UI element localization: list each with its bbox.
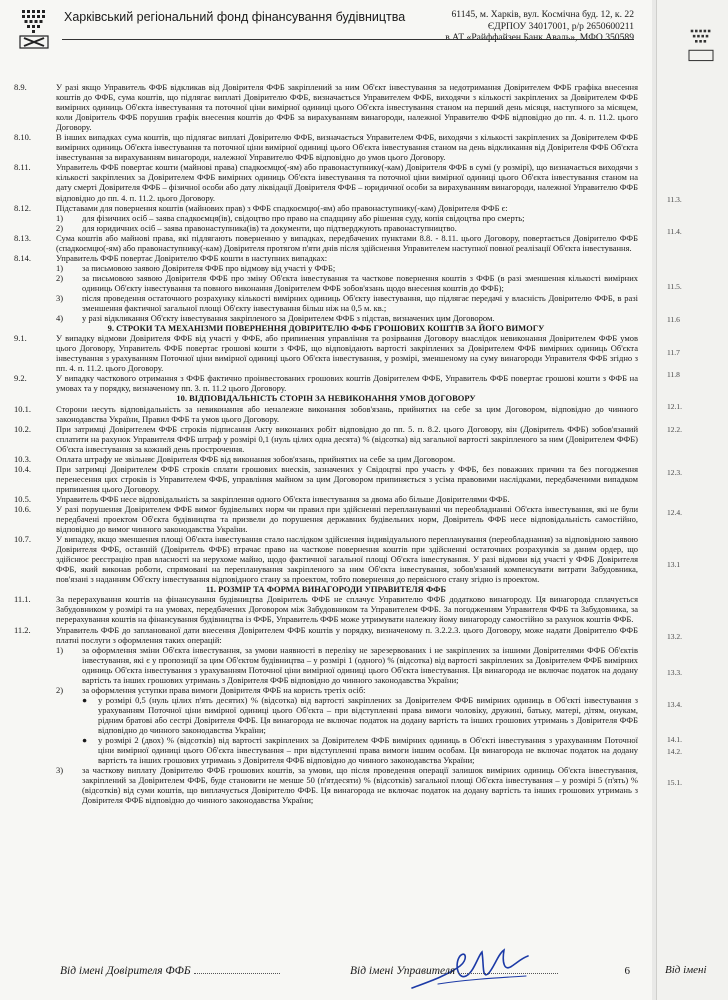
page-footer [60, 965, 638, 987]
clause-number: 10.5. [14, 493, 31, 504]
clause [14, 233, 638, 253]
next-page-clause-number: 11.6 [667, 315, 680, 324]
subclause [56, 645, 638, 685]
next-page-clause-number: 13.4. [667, 700, 682, 709]
header-divider [62, 39, 634, 40]
subclause-number: 1) [56, 212, 64, 223]
manager-signature-label: Від імені Управителя [350, 965, 456, 977]
next-page-clause-number: 13.3. [667, 668, 682, 677]
clause-number: 9.1. [14, 333, 27, 344]
page-number: 6 [624, 965, 630, 977]
clause-text: В інших випадках сума коштів, що підлягає виплаті Довірителю ФФБ, визначається Управителем ФФБ, виходячи з кількості закріплених за Довірителем ФФБ вимірних одиниць Об'єкта інвестування та поточної ціни вимірної одиниці цього Об'єкта інвестування станом на день відкликання від Довірителя ФФБ Об'єкта інвестування за вирахуванням винагороди, належної Управителю ФФБ відповідно до умов цього Договору. [56, 132, 638, 163]
subclause-number: 2) [56, 272, 64, 283]
clause [14, 464, 638, 494]
subclause-number: 2) [56, 684, 64, 695]
clause-text: У разі якщо Управитель ФФБ відкликав від Довірителя ФФБ закріплений за ним Об'єкт інвестування за недотримання Довірителем ФФБ графіка внесення коштів до ФФБ, сума коштів, що підлягає виплаті Довірителю ФФБ, визначається Управителем ФФБ, виходячи з кількості закріплених за Довірителем ФФБ вимірних одиниць Об'єкта інвестування та поточної ціни вимірної одиниці цього Об'єкта інвестування станом на перший день місяця, наступного за місяцем, коли Довіритель ФФБ порушив графік внесення коштів до ФФБ за вирахуванням винагороди, належної Управителю ФФБ відповідно до пп. 4. п. 11.2. цього Договору. [56, 82, 638, 133]
next-page-clause-number: 13.2. [667, 632, 682, 641]
clause-text: Управитель ФФБ несе відповідальність за закріплення одного Об'єкта інвестування за двома або більше Довірителями ФФБ. [56, 493, 510, 504]
clause [14, 494, 638, 504]
subclause-text: за оформлення уступки права вимоги Довірителя ФФБ на користь третіх осіб: [82, 684, 366, 695]
subclause [56, 685, 638, 695]
clause-text: Управитель ФФБ повертає Довірителю ФФБ кошти в наступних випадках: [56, 252, 328, 263]
subclause-number: 3) [56, 765, 64, 776]
clause [14, 82, 638, 132]
manager-signature-field [350, 965, 558, 977]
bullet-icon: ● [82, 735, 88, 746]
clause-number: 8.14. [14, 252, 31, 263]
subclause [56, 263, 638, 273]
clause-text: Управитель ФФБ до запланованої дати внесення Довірителем ФФБ коштів у порядку, визначеному п. 3.2.2.3. цього Договору, може надати Довірителю ФФБ платні послуги з оформлення таких операцій: [56, 624, 638, 645]
section-heading: 10. ВІДПОВІДАЛЬНІСТЬ СТОРІН ЗА НЕВИКОНАННЯ УМОВ ДОГОВОРУ [176, 393, 476, 404]
clause-number: 10.2. [14, 423, 31, 434]
clause-number: 10.1. [14, 403, 31, 414]
next-page-clause-number: 12.2. [667, 425, 682, 434]
fund-edrpou: ЄДРПОУ 34017001, р/р 2650600211 [487, 20, 634, 32]
clause-number: 8.11. [14, 162, 31, 173]
subclause [56, 765, 638, 805]
clause-text: При затримці Довірителем ФФБ строків підписання Акту виконаних робіт відповідно до пп. 5. п. 8.2. цього Договору, він (Довіритель ФФБ) зобов'язаний сплатити на рахунок Управителя ФФБ штраф у розмірі 0,1 (нуль цілих одна десята) % (відсотка) від загальної вартості закріпленого за ним (Довірителем ФФБ) Об'єкта інвестування за кожний день прострочення. [56, 423, 638, 454]
next-page-clause-number: 12.3. [667, 468, 682, 477]
subclause-text: за оформлення зміни Об'єкта інвестування, за умови наявності в переліку не зарезервованих і не закріплених за іншими Довірителями ФФБ Об'єктів інвестування, які є у пропозиції за цим Об'єктом будівництва – у розмірі 1 (одного) % (відсотка) від вартості закріплених за Довірителем ФФБ вимірних одиниць Об'єкта інвестування з урахуванням Поточної ціни вимірної одиниці цього Об'єкта інвестування. Ця винагорода не включає податок на додану вартість та інших грошових утримань з Довірителя ФФБ відповідно до чинного законодавства України; [82, 644, 638, 685]
next-page-clause-number: 12.1. [667, 402, 682, 411]
next-page-clause-number: 15.1. [667, 778, 682, 787]
clause [14, 333, 638, 373]
clause-number: 11.2. [14, 624, 31, 635]
clause-text: У разі порушення Довірителем ФФБ вимог будівельних норм чи правил при здійсненні переплануванні чи переобладнанні Об'єкта інвестування, які не були передбачені проектом Об'єкта будівництва та призвели до порушення державних будівельних норм, Довіритель ФФБ несе відповідальність самостійно, відповідно до вимог чинного законодавства України. [56, 503, 638, 535]
subclause-number: 1) [56, 644, 64, 655]
clause [14, 373, 638, 393]
clause-text: Сума коштів або майнові права, які підлягають поверненню у випадках, передбачених пунктами 8.8. - 8.11. цього Договору, повертається Довірителю ФФБ (спадкоємцю(-ям) або правонаступнику(-кам) Довірителя протягом п'яти днів після здійснення Управителем наступної повної реалізації Об'єкта інвестування. [56, 232, 638, 253]
fund-title: Харківський регіональний фонд фінансування будівництва [64, 10, 406, 24]
clause-number: 11.1. [14, 594, 31, 605]
clause-number: 8.9. [14, 82, 27, 92]
clause-number: 10.3. [14, 453, 31, 464]
subclause [56, 213, 638, 223]
clause [14, 504, 638, 534]
fund-logo-icon [687, 28, 715, 64]
bullet-item [82, 735, 638, 765]
clause-number: 8.13. [14, 232, 31, 243]
section-heading: 11. РОЗМІР ТА ФОРМА ВИНАГОРОДИ УПРАВИТЕЛЯ ФФБ [205, 584, 447, 595]
clause-text: Підставами для повернення коштів (майнових прав) з ФФБ спадкоємцю(-ям) або правонаступнику(-кам) Довірителя ФФБ є: [56, 202, 508, 213]
clause-text: У випадку, якщо зменшення площі Об'єкта інвестування стало наслідком здійснення індивідуального перепланування (переобладнання) за відповідною заявою Довірителя ФФБ, останній (Довіритель ФФБ) втрачає право на часткове повернення коштів при здійсненні остаточних розрахунків за даним ордер, що здійснює реєстрацію прав власності на нерухоме майно, щодо фактичної загальної площі Об'єкта інвестування. У разі відмови від участі у ФФБ Довірителя ФФБ, який виконав роботи, спрямовані на перепланування закріпленого за ним Об'єкта інвестування, зобов'язаний компенсувати витрати Забудовника, пов'язані з наданням Об'єкту інвестування відповідного стану за проектом, тобто повернення до первісного стану згідно із проектом. [56, 534, 638, 585]
clause-number: 10.4. [14, 463, 31, 474]
clause [14, 253, 638, 263]
section-heading: 9. СТРОКИ ТА МЕХАНІЗМИ ПОВЕРНЕННЯ ДОВІРИТЕЛЮ ФФБ ГРОШОВИХ КОШТІВ ЗА ЙОГО ВИМОГУ [107, 323, 545, 334]
clause-text: При затримці Довірителем ФФБ строків сплати грошових внесків, зазначених у Свідоцтві про участь у ФФБ, без поважних причин та без погодження перенесення цих строків із Управителем ФФБ, управління майном за цим Договором припиняється з усіма правовими наслідками, передбаченими випадком припинення цього Договору. [56, 463, 638, 494]
bullet-text: у розмірі 2 (двох) % (відсотків) від вартості закріплених за Довірителем ФФБ вимірних одиниць в Об'єкті інвестування з урахуванням Поточної ціни вимірної одиниці цього Об'єкта інвестування – при відступленні права вимоги іншим особам. Ця винагорода не включає податок на додану вартість та інших грошових утримань з Довірителя ФФБ відповідно до чинного законодавства України; [98, 735, 638, 766]
subclause-text: у разі відкликання Об'єкту інвестування закріпленого за Довірителем ФФБ з підстав, визначених цим Договором. [82, 313, 495, 324]
clause-number: 8.10. [14, 132, 31, 143]
next-page-edge [656, 0, 728, 1000]
fund-logo-icon [18, 8, 50, 50]
principal-signature-field [60, 965, 280, 977]
subclause-text: для юридичних осіб – заява правонаступника(ів) та документи, що підтверджують правонаступництво. [82, 222, 457, 233]
next-page-clause-number: 11.7 [667, 348, 680, 357]
fund-bank: в АТ «Райффайзен Банк Аваль», МФО 350589 [445, 32, 634, 44]
subclause [56, 293, 638, 313]
subclause-number: 3) [56, 292, 64, 303]
subclause [56, 273, 638, 293]
clause [14, 424, 638, 454]
subclause [56, 313, 638, 323]
clause-text: У випадку відмови Довірителя ФФБ від участі у ФФБ, або припинення управління та розірвання Договору внаслідок невиконання Довірителем ФФБ умов цього Договору, Управитель ФФБ повертає грошові кошти з ФФБ, що відповідають вартості закріплених за Довірителем ФФБ вимірних одиниць Об'єкта інвестування з урахуванням Поточної ціни вимірної одиниці цього Об'єкта інвестування, у розмірі, зменшеному на суму винагороди Управителя ФФБ згідно з пп. 4. п. 11.2. цього Договору. [56, 333, 638, 374]
clause-number: 9.2. [14, 373, 27, 384]
clause [14, 594, 638, 624]
next-page-clause-number: 11.4. [667, 227, 682, 236]
next-page-clause-number: 12.4. [667, 508, 682, 517]
bullet-text: у розмірі 0,5 (нуль цілих п'ять десятих) % (відсотка) від вартості закріплених за Довірителем ФФБ вимірних одиниць в Об'єкті інвестування з урахуванням Поточної ціни вимірної одиниці цього Об'єкта – при відступленні права вимоги чоловіку, дружині, батьку, матері, дітям, онукам, рідним братові або сестрі Довірителя ФФБ. Ця винагорода не включає податок на додану вартість та інших грошових утримань з Довірителя ФФБ відповідно до чинного законодавства України; [98, 694, 638, 735]
subclause-text: після проведення остаточного розрахунку кількості вимірних одиниць Об'єкту інвестування, що підлягає передачі у власність Довірителю ФФБ, в разі зменшення фактичної загальної площі Об'єкту інвестування більш ніж на 0,5 м. кв.; [82, 292, 638, 314]
subclause-text: за письмовою заявою Довірителя ФФБ про відмову від участі у ФФБ; [82, 262, 336, 273]
next-page-clause-number: 11.8 [667, 370, 680, 379]
fund-address: 61145, м. Харків, вул. Космічна буд. 12, к. 22 [451, 9, 634, 20]
clause-number: 8.12. [14, 202, 31, 213]
subclause-number: 1) [56, 262, 64, 273]
subclause-text: для фізичних осіб – заява спадкоємця(ів), свідоцтво про право на спадщину або рішення суду, копія свідоцтва про смерть; [82, 212, 525, 223]
subclause-number: 2) [56, 222, 64, 233]
next-page-clause-number: 14.1. [667, 735, 682, 744]
next-page-footer-label: Від імені [665, 964, 707, 976]
clause-text: У випадку часткового отримання з ФФБ фактично проінвестованих грошових коштів Довірителем ФФБ, Управитель ФФБ повертає грошові кошти з ФФБ на умовах та у порядку, визначеному пп. 3. п. 11.2 цього Договору. [56, 373, 638, 394]
next-page-clause-number: 11.5. [667, 282, 682, 291]
clause [14, 162, 638, 202]
clause [14, 534, 638, 584]
clause-text: Сторони несуть відповідальність за невиконання або неналежне виконання зобов'язань, прийнятих на себе за цим Договором, відповідно до чинного законодавства України, Правил ФФБ та умов цього Договору. [56, 403, 638, 424]
clause [14, 454, 638, 464]
subclause-text: за часткову виплату Довірителю ФФБ грошових коштів, за умови, що після проведення операції залишок вимірних одиниць Об'єкта інвестування, закріплений за Довірителем ФФБ, буде становити не менше 50 (п'ятдесяти) % (відсотків) загальної площі Об'єкта інвестування – у розмірі 5 (п'ять) % (відсотків) від суми коштів, що виплачується Довірителю ФФБ. Ця винагорода не включає податок на додану вартість та інших грошових утримань з Довірителя ФФБ відповідно до чинного законодавства України; [82, 765, 638, 806]
bullet-item [82, 695, 638, 735]
clause [14, 203, 638, 213]
subclause-number: 4) [56, 313, 64, 324]
principal-signature-line [194, 973, 280, 974]
next-page-clause-number: 11.3. [667, 195, 682, 204]
subclause [56, 223, 638, 233]
clause [14, 625, 638, 645]
next-page-clause-number: 14.2. [667, 747, 682, 756]
document-body [14, 82, 638, 805]
clause [14, 132, 638, 162]
bullet-icon: ● [82, 694, 88, 705]
principal-signature-label: Від імені Довірителя ФФБ [60, 965, 191, 977]
next-page-clause-number: 13.1 [667, 560, 681, 569]
clause [14, 404, 638, 424]
clause-text: Оплата штрафу не звільняє Довірителя ФФБ від виконання зобов'язань, прийнятих на себе за цим Договором. [56, 453, 456, 464]
clause-number: 10.7. [14, 534, 31, 545]
subclause-text: за письмовою заявою Довірителя ФФБ про зміну Об'єкта інвестування та часткове повернення коштів з ФФБ (в разі зменшення кількості вимірних одиниць Об'єкту інвестування та повного виконання Довірителем ФФБ зобов'язань щодо внесення коштів до ФФБ); [82, 272, 638, 293]
clause-text: За перерахування коштів на фінансування будівництва Довіритель ФФБ не сплачує Управителю ФФБ додатково винагороду. Ця винагорода сплачується Забудовником у розмірі та на умовах, передбачених Договором між Забудовником та Управителем ФФБ. За погодженням Управителя ФФБ та Забудовника, за перерахування коштів на фінансування будівництва із ФФБ, Управитель ФФБ може утримувати належну йому винагороду самостійно за рахунок коштів ФФБ. [56, 594, 638, 625]
clause-text: Управитель ФФБ повертає кошти (майнові права) спадкоємцю(-ям) або правонаступнику(-кам) Довірителя ФФБ в сумі (у розмірі), що визначається виходячи з кількості закріплених за Довірителем ФФБ вимірних одиниць Об'єкта інвестування та поточної ціни вимірної одиниці цього Об'єкта інвестування станом на дату смерті Довірителя ФФБ – фізичної особи або дату ліквідації Довірителя ФФБ – юридичної особи за вирахуванням винагороди, належної Управителю ФФБ відповідно до пп. 4. п. 11.2. цього Договору. [56, 162, 639, 203]
clause-number: 10.6. [14, 503, 31, 514]
manager-signature-line [458, 973, 558, 974]
